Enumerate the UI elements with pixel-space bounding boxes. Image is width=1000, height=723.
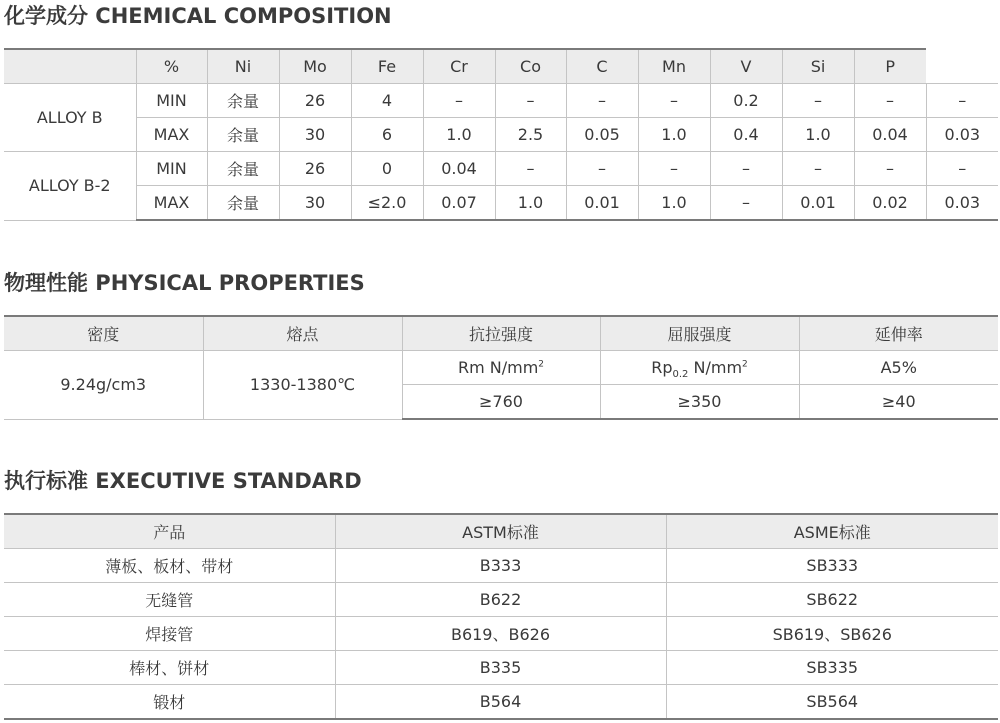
value-cell: – [854, 84, 926, 118]
value-cell: 0.04 [854, 118, 926, 152]
elongation-value: ≥40 [799, 385, 998, 420]
header-cell: % [136, 49, 207, 84]
standard-header-row [4, 514, 998, 549]
value-cell: – [495, 84, 566, 118]
yield-unit-symbol: Rp [651, 358, 673, 377]
value-cell: – [710, 186, 782, 221]
value-cell: 余量 [207, 118, 279, 152]
header-cell: C [566, 49, 638, 84]
alloy-name: ALLOY B-2 [4, 152, 136, 221]
value-cell: ≤2.0 [351, 186, 423, 221]
value-cell: – [926, 84, 998, 118]
value-cell: 0.07 [423, 186, 495, 221]
asme-cell: SB619、SB626 [666, 617, 998, 651]
value-cell: 6 [351, 118, 423, 152]
header-cell: ASTM标准 [335, 514, 666, 549]
header-cell: 密度 [4, 316, 203, 351]
value-cell: 0.03 [926, 118, 998, 152]
value-cell: 30 [279, 118, 351, 152]
value-cell: 26 [279, 84, 351, 118]
asme-cell: SB333 [666, 549, 998, 583]
table-row [4, 152, 998, 186]
value-cell: 0.2 [710, 84, 782, 118]
table-row [4, 118, 998, 152]
physical-properties-table [4, 315, 998, 420]
elongation-unit: A5% [799, 351, 998, 385]
value-cell: – [854, 152, 926, 186]
value-cell: – [926, 152, 998, 186]
tensile-unit-text: Rm N/mm [457, 358, 539, 377]
density-value: 9.24g/cm3 [4, 351, 203, 420]
melting-point-value: 1330-1380℃ [203, 351, 402, 420]
header-cell: Co [495, 49, 566, 84]
table-row [4, 549, 998, 583]
alloy-name: ALLOY B [4, 84, 136, 152]
value-cell: 30 [279, 186, 351, 221]
value-cell: 0.01 [782, 186, 854, 221]
header-cell: 屈服强度 [600, 316, 799, 351]
product-cell: 焊接管 [4, 617, 335, 651]
header-cell [4, 49, 136, 84]
header-cell: V [710, 49, 782, 84]
header-cell: Mo [279, 49, 351, 84]
value-cell: – [782, 84, 854, 118]
header-cell: Fe [351, 49, 423, 84]
header-cell: 延伸率 [799, 316, 998, 351]
yield-unit-exponent: 2 [742, 359, 748, 370]
limit-cell: MAX [136, 186, 207, 221]
product-cell: 锻材 [4, 685, 335, 720]
executive-standard-table [4, 513, 998, 720]
executive-standard-title: 执行标准 EXECUTIVE STANDARD [4, 469, 362, 493]
value-cell: – [495, 152, 566, 186]
asme-cell: SB622 [666, 583, 998, 617]
limit-cell: MIN [136, 152, 207, 186]
tensile-value: ≥760 [402, 385, 600, 420]
limit-cell: MAX [136, 118, 207, 152]
product-cell: 无缝管 [4, 583, 335, 617]
value-cell: 余量 [207, 84, 279, 118]
asme-cell: SB335 [666, 651, 998, 685]
asme-cell: SB564 [666, 685, 998, 720]
header-cell: 抗拉强度 [402, 316, 600, 351]
table-row [4, 84, 998, 118]
value-cell: 1.0 [638, 186, 710, 221]
yield-value: ≥350 [600, 385, 799, 420]
table-row [4, 351, 998, 385]
value-cell: – [566, 152, 638, 186]
value-cell: 0.05 [566, 118, 638, 152]
astm-cell: B564 [335, 685, 666, 720]
value-cell: 2.5 [495, 118, 566, 152]
header-cell: 熔点 [203, 316, 402, 351]
value-cell: 1.0 [782, 118, 854, 152]
value-cell: 26 [279, 152, 351, 186]
astm-cell: B619、B626 [335, 617, 666, 651]
chemical-composition-table [4, 48, 998, 221]
value-cell: 0.04 [423, 152, 495, 186]
header-cell: Ni [207, 49, 279, 84]
value-cell: 余量 [207, 152, 279, 186]
chemical-composition-title: 化学成分 CHEMICAL COMPOSITION [4, 4, 392, 28]
value-cell: – [710, 152, 782, 186]
value-cell: 0.02 [854, 186, 926, 221]
table-row [4, 186, 998, 221]
table-row [4, 651, 998, 685]
header-cell: Cr [423, 49, 495, 84]
table-row [4, 583, 998, 617]
table-row [4, 685, 998, 720]
table-row [4, 617, 998, 651]
chemical-header-row [4, 49, 998, 84]
value-cell: – [782, 152, 854, 186]
value-cell: 1.0 [423, 118, 495, 152]
product-cell: 薄板、板材、带材 [4, 549, 335, 583]
value-cell: – [423, 84, 495, 118]
physical-properties-title: 物理性能 PHYSICAL PROPERTIES [4, 271, 365, 295]
value-cell: 0.4 [710, 118, 782, 152]
astm-cell: B333 [335, 549, 666, 583]
header-cell: ASME标准 [666, 514, 998, 549]
header-cell: 产品 [4, 514, 335, 549]
value-cell: – [638, 152, 710, 186]
value-cell: 1.0 [495, 186, 566, 221]
physical-header-row [4, 316, 998, 351]
tensile-unit-exponent: 2 [538, 359, 545, 370]
astm-cell: B622 [335, 583, 666, 617]
value-cell: 0.01 [566, 186, 638, 221]
limit-cell: MIN [136, 84, 207, 118]
astm-cell: B335 [335, 651, 666, 685]
product-cell: 棒材、饼材 [4, 651, 335, 685]
tensile-unit [402, 351, 600, 385]
value-cell: – [566, 84, 638, 118]
header-cell: Si [782, 49, 854, 84]
header-cell: P [854, 49, 926, 84]
value-cell: 0 [351, 152, 423, 186]
value-cell: 4 [351, 84, 423, 118]
yield-unit-text: N/mm [688, 358, 743, 377]
yield-unit-subscript: 0.2 [672, 369, 689, 381]
value-cell: – [638, 84, 710, 118]
value-cell: 0.03 [926, 186, 998, 221]
yield-unit [600, 351, 799, 385]
header-cell: Mn [638, 49, 710, 84]
value-cell: 余量 [207, 186, 279, 221]
value-cell: 1.0 [638, 118, 710, 152]
